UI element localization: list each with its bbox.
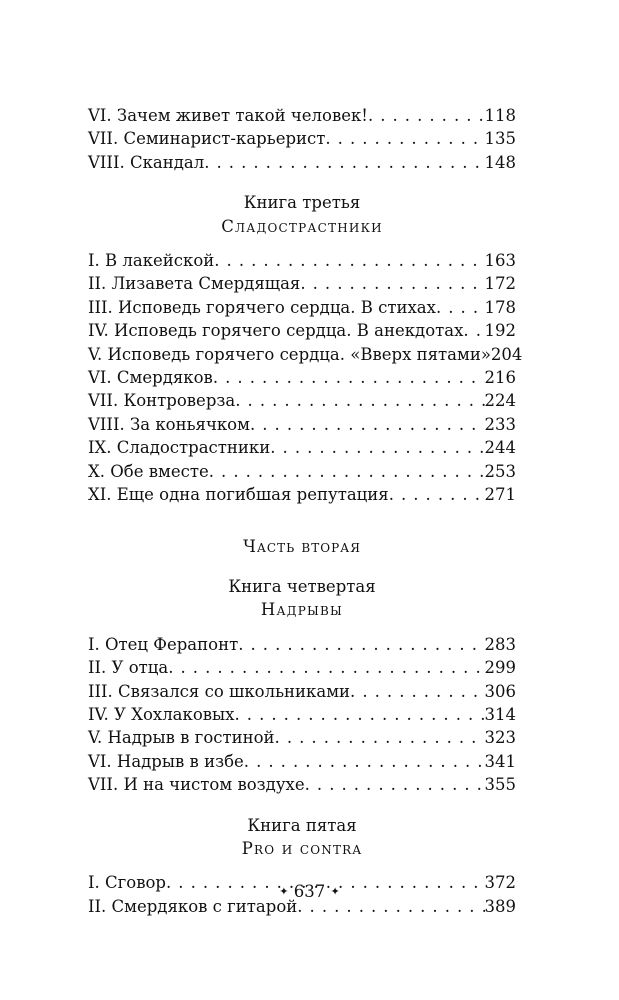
section-a-list [88,104,516,174]
entry-page: 314 [484,704,516,724]
toc-entry [88,366,516,389]
dot-leader [368,104,485,127]
entry-title: I. В лакейской [88,251,215,271]
entry-title: IX. Сладострастники [88,438,271,458]
entry-title: VII. И на чистом воздухе [88,775,305,795]
dot-leader [300,272,484,295]
book4-title: Надрывы [260,600,344,620]
entry-page: 204 [490,344,523,364]
entry-page: 148 [484,152,516,172]
entry-page: 323 [484,728,516,748]
book5-heading: Книга пятая [247,815,357,835]
entry-title: V. Исповедь горячего сердца. «Вверх пятами» [88,344,491,364]
book3-heading: Книга третья [243,193,361,213]
dot-leader [305,773,485,796]
ornament-left-icon: ✦ [279,885,289,898]
dot-leader [244,750,485,773]
entry-page: 233 [484,414,516,434]
entry-page: 216 [484,368,516,388]
entry-title: II. Смердяков с гитарой [88,896,298,916]
ornament-right-icon: ✦ [330,885,340,898]
toc-entry [88,436,516,459]
entry-title: X. Обе вместе [88,461,209,481]
table-of-contents [88,104,523,918]
dot-leader [325,127,484,150]
entry-page: 306 [484,681,516,701]
dot-leader [213,366,485,389]
toc-entry [88,104,516,127]
toc-entry [88,460,516,483]
entry-title: VI. Надрыв в избе [88,751,244,771]
entry-page: 341 [484,751,516,771]
toc-entry [88,296,516,319]
entry-title: II. Лизавета Смердящая [88,274,301,294]
dot-leader [238,633,484,656]
entry-title: VII. Контроверза [88,391,236,411]
entry-title: VI. Зачем живет такой человек! [88,106,368,125]
book5-title: Pro и contra [241,838,363,858]
toc-entry [88,272,516,295]
entry-page: 135 [484,129,516,149]
dot-leader [436,296,485,319]
entry-page: 253 [484,461,516,481]
entry-title: II. У отца [88,658,169,678]
entry-title: III. Исповедь горячего сердца. В стихах [88,297,436,317]
book3-title: Сладострастники [221,216,383,236]
dot-leader [350,680,484,703]
entry-title: III. Связался со школьниками [88,681,351,701]
entry-page: 118 [484,106,516,125]
toc-entry [88,319,516,342]
entry-page: 163 [484,251,516,271]
entry-title: IV. Исповедь горячего сердца. В анекдотах [88,321,464,341]
entry-title: VIII. Скандал [88,152,205,172]
book4-list [88,633,516,797]
dot-leader [250,413,485,436]
dot-leader [209,460,485,483]
entry-page: 192 [484,321,516,341]
toc-entry [88,656,516,679]
toc-entry [88,633,516,656]
entry-page: 389 [484,896,516,916]
dot-leader [235,389,484,412]
page-number [0,882,619,901]
toc-entry [88,680,516,703]
entry-page: 224 [484,391,516,411]
toc-entry [88,127,516,150]
part-two-title: Часть вторая [243,536,361,556]
dot-leader [275,726,485,749]
entry-page: 244 [484,438,516,458]
entry-title: VIII. За коньячком [88,414,250,434]
entry-title: VII. Семинарист-карьерист [88,129,326,149]
dot-leader [235,703,485,726]
entry-page: 299 [484,658,516,678]
entry-page: 271 [484,485,516,505]
page-number-value: 637 [293,882,326,901]
entry-title: I. Отец Ферапонт [88,634,239,654]
book4-heading: Книга четвертая [228,576,376,596]
entry-page: 372 [484,873,516,893]
entry-title: XI. Еще одна погибшая репутация [88,485,389,505]
toc-entry [88,703,516,726]
toc-entry [88,773,516,796]
entry-page: 283 [484,634,516,654]
dot-leader [463,319,484,342]
entry-title: IV. У Хохлаковых [88,704,235,724]
toc-entry [88,726,516,749]
toc-entry [88,343,523,366]
entry-title: V. Надрыв в гостиной [88,728,275,748]
entry-page: 355 [484,775,516,795]
dot-leader [204,151,484,174]
dot-leader [168,656,484,679]
entry-title: I. Сговор [88,873,166,893]
entry-page: 178 [484,297,516,317]
book3-list [88,249,523,506]
toc-entry [88,249,516,272]
dot-leader [214,249,484,272]
toc-entry [88,389,516,412]
dot-leader [270,436,484,459]
toc-entry [88,483,516,506]
toc-entry [88,750,516,773]
entry-page: 172 [484,274,516,294]
toc-entry [88,413,516,436]
toc-entry [88,151,516,174]
entry-title: VI. Смердяков [88,368,213,388]
dot-leader [389,483,485,506]
